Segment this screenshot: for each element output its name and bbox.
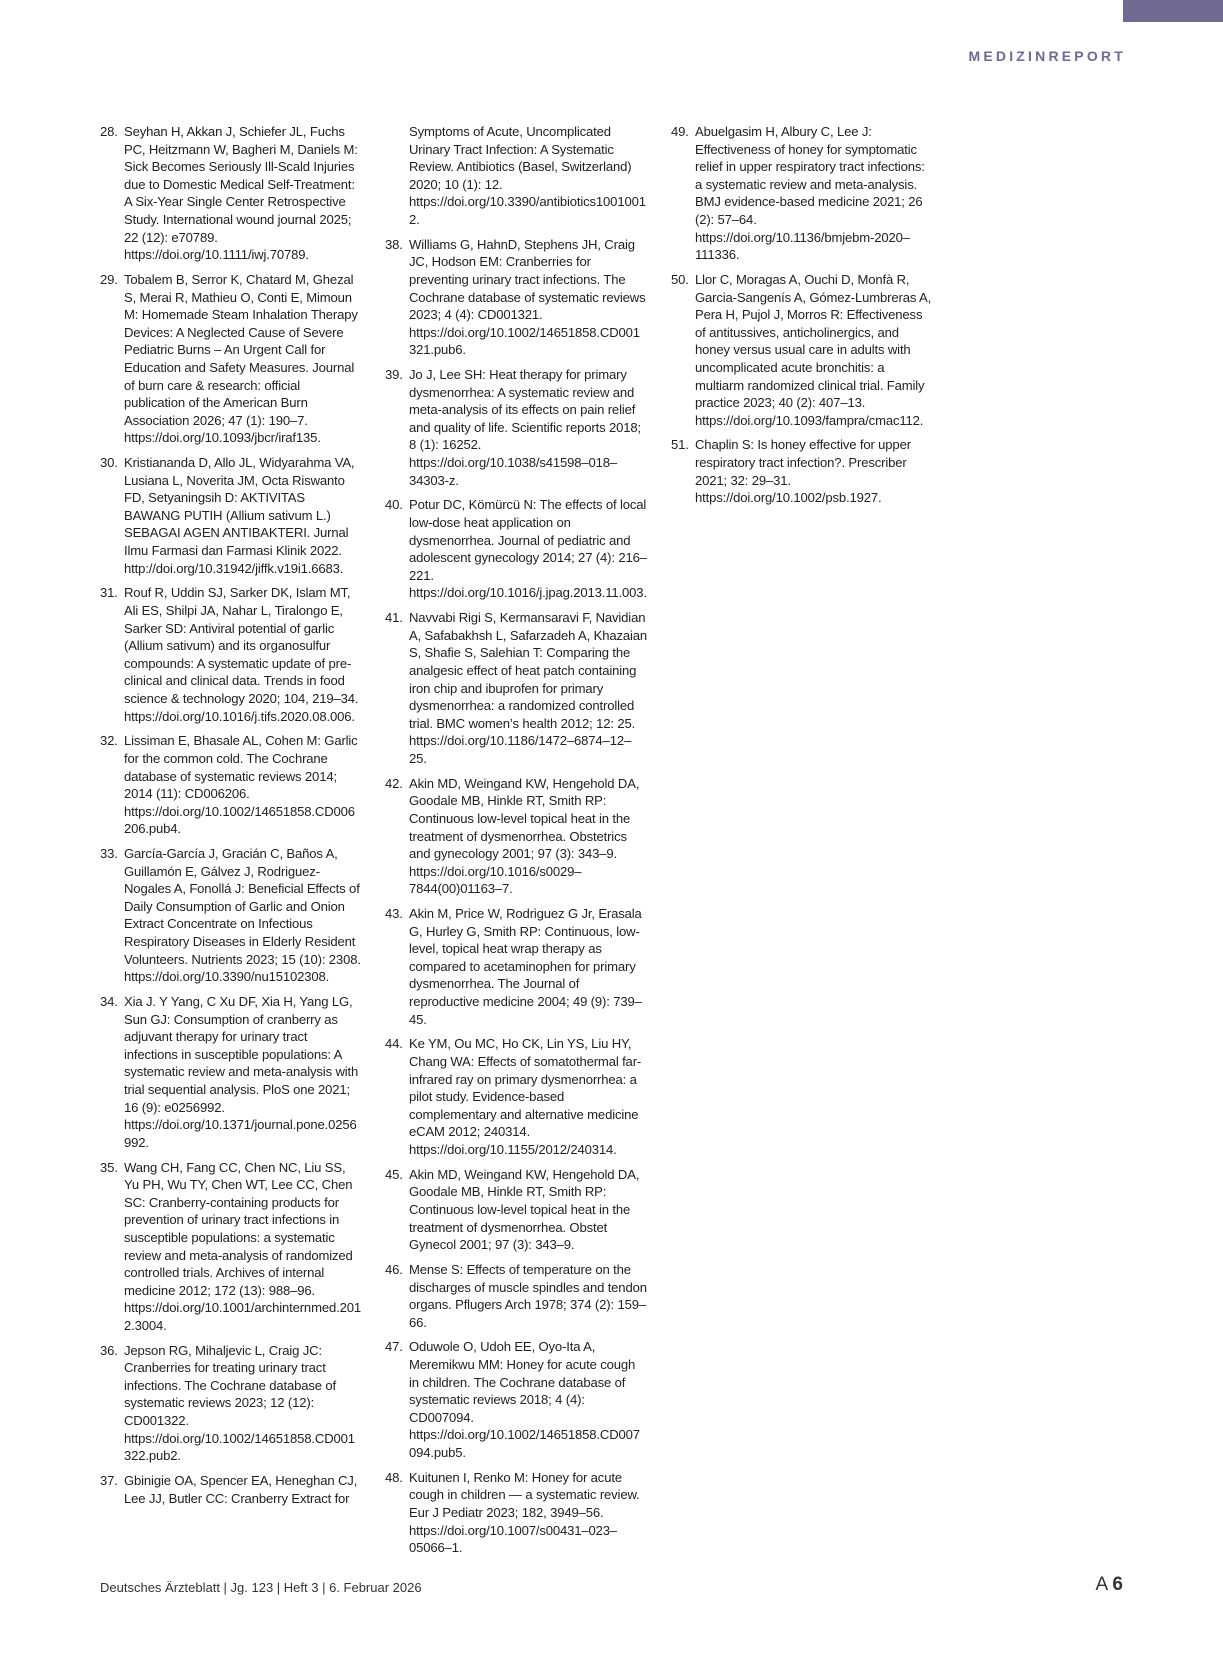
reference-column-1 (100, 123, 362, 1514)
reference-number: 40. (385, 497, 403, 513)
reference-number: 28. (100, 124, 118, 139)
reference-number: 46. (385, 1261, 403, 1277)
reference-number: 31. (100, 585, 118, 601)
reference-number: 48. (385, 1469, 403, 1485)
reference-item (100, 1342, 362, 1465)
reference-item (385, 496, 647, 602)
reference-item (385, 609, 647, 767)
reference-text: Lissiman E, Bhasale AL, Cohen M: Garlic for the common cold. The Cochrane database of systematic reviews 2014; 2014 (11): CD006206. https://doi.org/10.1002/14651858.CD006206.pub4. (124, 733, 358, 837)
reference-text: Wang CH, Fang CC, Chen NC, Liu SS, Yu PH, Wu TY, Chen WT, Lee CC, Chen SC: Cranberry-containing products for prevention of urinary tract infections in susceptible populations: a systematic review and meta-analysis of randomized controlled trials. Archives of internal medicine 2012; 172 (13): 988–96. https://doi.org/10.1001/archinternmed.2012.3004. (124, 1159, 361, 1333)
page-prefix: A (1095, 1574, 1108, 1595)
reference-text: Oduwole O, Udoh EE, Oyo-Ita A, Meremikwu MM: Honey for acute cough in children. The Cochrane database of systematic reviews 2018; 4 (4): CD007094. https://doi.org/10.1002/14651858.CD007094.pub5. (409, 1339, 640, 1461)
reference-number: 42. (385, 775, 403, 791)
reference-text: Llor C, Moragas A, Ouchi D, Monfà R, Garcia-Sangenís A, Gómez-Lumbreras A, Pera H, Pujol J, Morros R: Effectiveness of antitussives, anticholinergics, and honey versus usual care in adults with uncomplicated acute bronchitis: a multiarm randomized clinical trial. Family practice 2023; 40 (2): 407–13. https://doi.org/10.1093/fampra/cmac112. (695, 271, 932, 428)
reference-item (385, 1261, 647, 1331)
reference-item (100, 271, 362, 447)
reference-text: Akin MD, Weingand KW, Hengehold DA, Goodale MB, Hinkle RT, Smith RP: Continuous low-level topical heat in the treatment of dysmenorrhea. Obstet Gynecol 2001; 97 (3): 343–9. (409, 1166, 640, 1253)
reference-text: Ke YM, Ou MC, Ho CK, Lin YS, Liu HY, Chang WA: Effects of somatothermal far-infrared ray on primary dysmenorrhea: a pilot study. Evidence-based complementary and alternative medicine eCAM 2012; 240314. https://doi.org/10.1155/2012/240314. (409, 1036, 642, 1157)
reference-number: 50. (671, 271, 689, 287)
reference-item (385, 1166, 647, 1254)
reference-item (385, 1469, 647, 1557)
reference-text: Kristiananda D, Allo JL, Widyarahma VA, Lusiana L, Noverita JM, Octa Riswanto FD, Setyaningsih D: AKTIVITAS BAWANG PUTIH (Allium sativum L.) SEBAGAI AGEN ANTIBAKTERI. Jurnal Ilmu Farmasi dan Farmasi Klinik 2022. http://doi.org/10.31942/jiffk.v19i1.6683. (124, 455, 355, 576)
footer-journal-info: Deutsches Ärzteblatt | Jg. 123 | Heft 3 | 6. Februar 2026 (100, 1580, 422, 1595)
reference-number: 36. (100, 1342, 118, 1358)
page-number (1096, 1574, 1123, 1596)
reference-item (385, 1035, 647, 1158)
reference-item (385, 905, 647, 1028)
reference-item (671, 436, 933, 506)
reference-number: 43. (385, 906, 403, 922)
reference-text: Williams G, HahnD, Stephens JH, Craig JC, Hodson EM: Cranberries for preventing urinary tract infections. The Cochrane database of systematic reviews 2023; 4 (4): CD001321. https://doi.org/10.1002/14651858.CD001321.pub6. (409, 236, 646, 358)
reference-text: Navvabi Rigi S, Kermansaravi F, Navidian A, Safabakhsh L, Safarzadeh A, Khazaian S, Shafie S, Salehian T: Comparing the analgesic effect of heat patch containing iron chip and ibuprofen for primary dysmenorrhea: a randomized controlled trial. BMC women’s health 2012; 12: 25. https://doi.org/10.1186/1472–6874–12–25. (409, 610, 648, 766)
reference-number: 51. (671, 437, 689, 453)
reference-item (671, 123, 933, 264)
reference-text: Symptoms of Acute, Uncomplicated Urinary Tract Infection: A Systematic Review. Antibiotics (Basel, Switzerland) 2020; 10 (1): 12. https://doi.org/10.3390/antibiotics10010012. (409, 124, 646, 227)
reference-continuation (385, 123, 647, 229)
section-label: MEDIZINREPORT (968, 48, 1126, 64)
reference-item (100, 1472, 362, 1507)
reference-text: Xia J. Y Yang, C Xu DF, Xia H, Yang LG, Sun GJ: Consumption of cranberry as adjuvant therapy for urinary tract infections in susceptible populations: A systematic review and meta-analysis with trial sequential analysis. PloS one 2021; 16 (9): e0256992. https://doi.org/10.1371/journal.pone.0256992. (124, 994, 359, 1150)
reference-text: Jo J, Lee SH: Heat therapy for primary dysmenorrhea: A systematic review and meta-analysis of its effects on pain relief and quality of life. Scientific reports 2018; 8 (1): 16252. https://doi.org/10.1038/s41598–018–34303-z. (409, 367, 641, 488)
reference-text: Chaplin S: Is honey effective for upper respiratory tract infection?. Prescriber 2021; 32: 29–31. https://doi.org/10.1002/psb.1927. (695, 437, 911, 506)
reference-item (100, 732, 362, 838)
reference-item (385, 366, 647, 489)
header-accent-bar (1123, 0, 1223, 22)
reference-number: 29. (100, 271, 118, 287)
reference-number: 37. (100, 1473, 118, 1489)
page-number-value: 6 (1112, 1574, 1123, 1595)
reference-text: García-García J, Gracián C, Baños A, Guillamón E, Gálvez J, Rodriguez-Nogales A, Fonollá J: Beneficial Effects of Daily Consumption of Garlic and Onion Extract Concentrate on Infectious Respiratory Diseases in Elderly Resident Volunteers. Nutrients 2023; 15 (10): 2308. https://doi.org/10.3390/nu15102308. (124, 846, 361, 985)
reference-item (100, 845, 362, 986)
reference-text: Rouf R, Uddin SJ, Sarker DK, Islam MT, Ali ES, Shilpi JA, Nahar L, Tiralongo E, Sarker SD: Antiviral potential of garlic (Allium sativum) and its organosulfur compounds: A systematic update of pre-clinical and clinical data. Trends in food science & technology 2020; 104, 219–34. https://doi.org/10.1016/j.tifs.2020.08.006. (124, 585, 359, 724)
reference-item (100, 993, 362, 1151)
reference-number: 49. (671, 124, 689, 139)
reference-text: Potur DC, Kömürcü N: The effects of local low-dose heat application on dysmenorrhea. Journal of pediatric and adolescent gynecology 2014; 27 (4): 216–221. https://doi.org/10.1016/j.jpag.2013.11.003. (409, 497, 647, 601)
reference-column-3 (671, 123, 933, 514)
reference-item (385, 1338, 647, 1461)
reference-number: 41. (385, 610, 403, 626)
reference-number: 35. (100, 1159, 118, 1175)
reference-item (671, 271, 933, 429)
reference-item (100, 584, 362, 725)
reference-item (100, 454, 362, 577)
reference-text: Akin M, Price W, Rodriguez G Jr, Erasala G, Hurley G, Smith RP: Continuous, low-level, topical heat wrap therapy as compared to acetaminophen for primary dysmenorrhea. The Journal of reproductive medicine 2004; 49 (9): 739–45. (409, 906, 642, 1027)
reference-number: 38. (385, 236, 403, 252)
reference-number: 39. (385, 367, 403, 383)
reference-text: Kuitunen I, Renko M: Honey for acute cough in children — a systematic review. Eur J Pediatr 2023; 182, 3949–56. https://doi.org/10.1007/s00431–023–05066–1. (409, 1469, 640, 1556)
reference-text: Akin MD, Weingand KW, Hengehold DA, Goodale MB, Hinkle RT, Smith RP: Continuous low-level topical heat in the treatment of dysmenorrhea. Obstetrics and gynecology 2001; 97 (3): 343–9. https://doi.org/10.1016/s0029–7844(00)01163–7. (409, 775, 640, 897)
reference-item (385, 775, 647, 898)
reference-number: 33. (100, 846, 118, 862)
reference-text: Seyhan H, Akkan J, Schiefer JL, Fuchs PC, Heitzmann W, Bagheri M, Daniels M: Sick Becomes Seriously Ill-Scald Injuries due to Domestic Medical Self-Treatment: A Six-Year Single Center Retrospective Study. International wound journal 2025; 22 (12): e70789. https://doi.org/10.1111/iwj.70789. (124, 124, 358, 263)
reference-item (100, 123, 362, 264)
reference-number: 34. (100, 994, 118, 1010)
reference-text: Tobalem B, Serror K, Chatard M, Ghezal S, Merai R, Mathieu O, Conti E, Mimoun M: Homemade Steam Inhalation Therapy Devices: A Neglected Cause of Severe Pediatric Burns – An Urgent Call for Education and Safety Measures. Journal of burn care & research: official publication of the American Burn Association 2026; 47 (1): 190–7. https://doi.org/10.1093/jbcr/iraf135. (124, 271, 358, 446)
reference-number: 45. (385, 1166, 403, 1182)
reference-item (385, 236, 647, 359)
reference-column-2 (385, 123, 647, 1564)
reference-text: Abuelgasim H, Albury C, Lee J: Effectiveness of honey for symptomatic relief in upper respiratory tract infections: a systematic review and meta-analysis. BMJ evidence-based medicine 2021; 26 (2): 57–64. https://doi.org/10.1136/bmjebm-2020–111336. (695, 124, 925, 263)
reference-text: Mense S: Effects of temperature on the discharges of muscle spindles and tendon organs. Pflugers Arch 1978; 374 (2): 159–66. (409, 1261, 647, 1330)
reference-text: Jepson RG, Mihaljevic L, Craig JC: Cranberries for treating urinary tract infections. The Cochrane database of systematic reviews 2023; 12 (12): CD001322. https://doi.org/10.1002/14651858.CD001322.pub2. (124, 1342, 355, 1464)
reference-number: 44. (385, 1036, 403, 1052)
reference-number: 32. (100, 733, 118, 749)
reference-text: Gbinigie OA, Spencer EA, Heneghan CJ, Lee JJ, Butler CC: Cranberry Extract for (124, 1473, 358, 1506)
reference-item (100, 1159, 362, 1335)
reference-number: 47. (385, 1339, 403, 1355)
reference-number: 30. (100, 455, 118, 471)
